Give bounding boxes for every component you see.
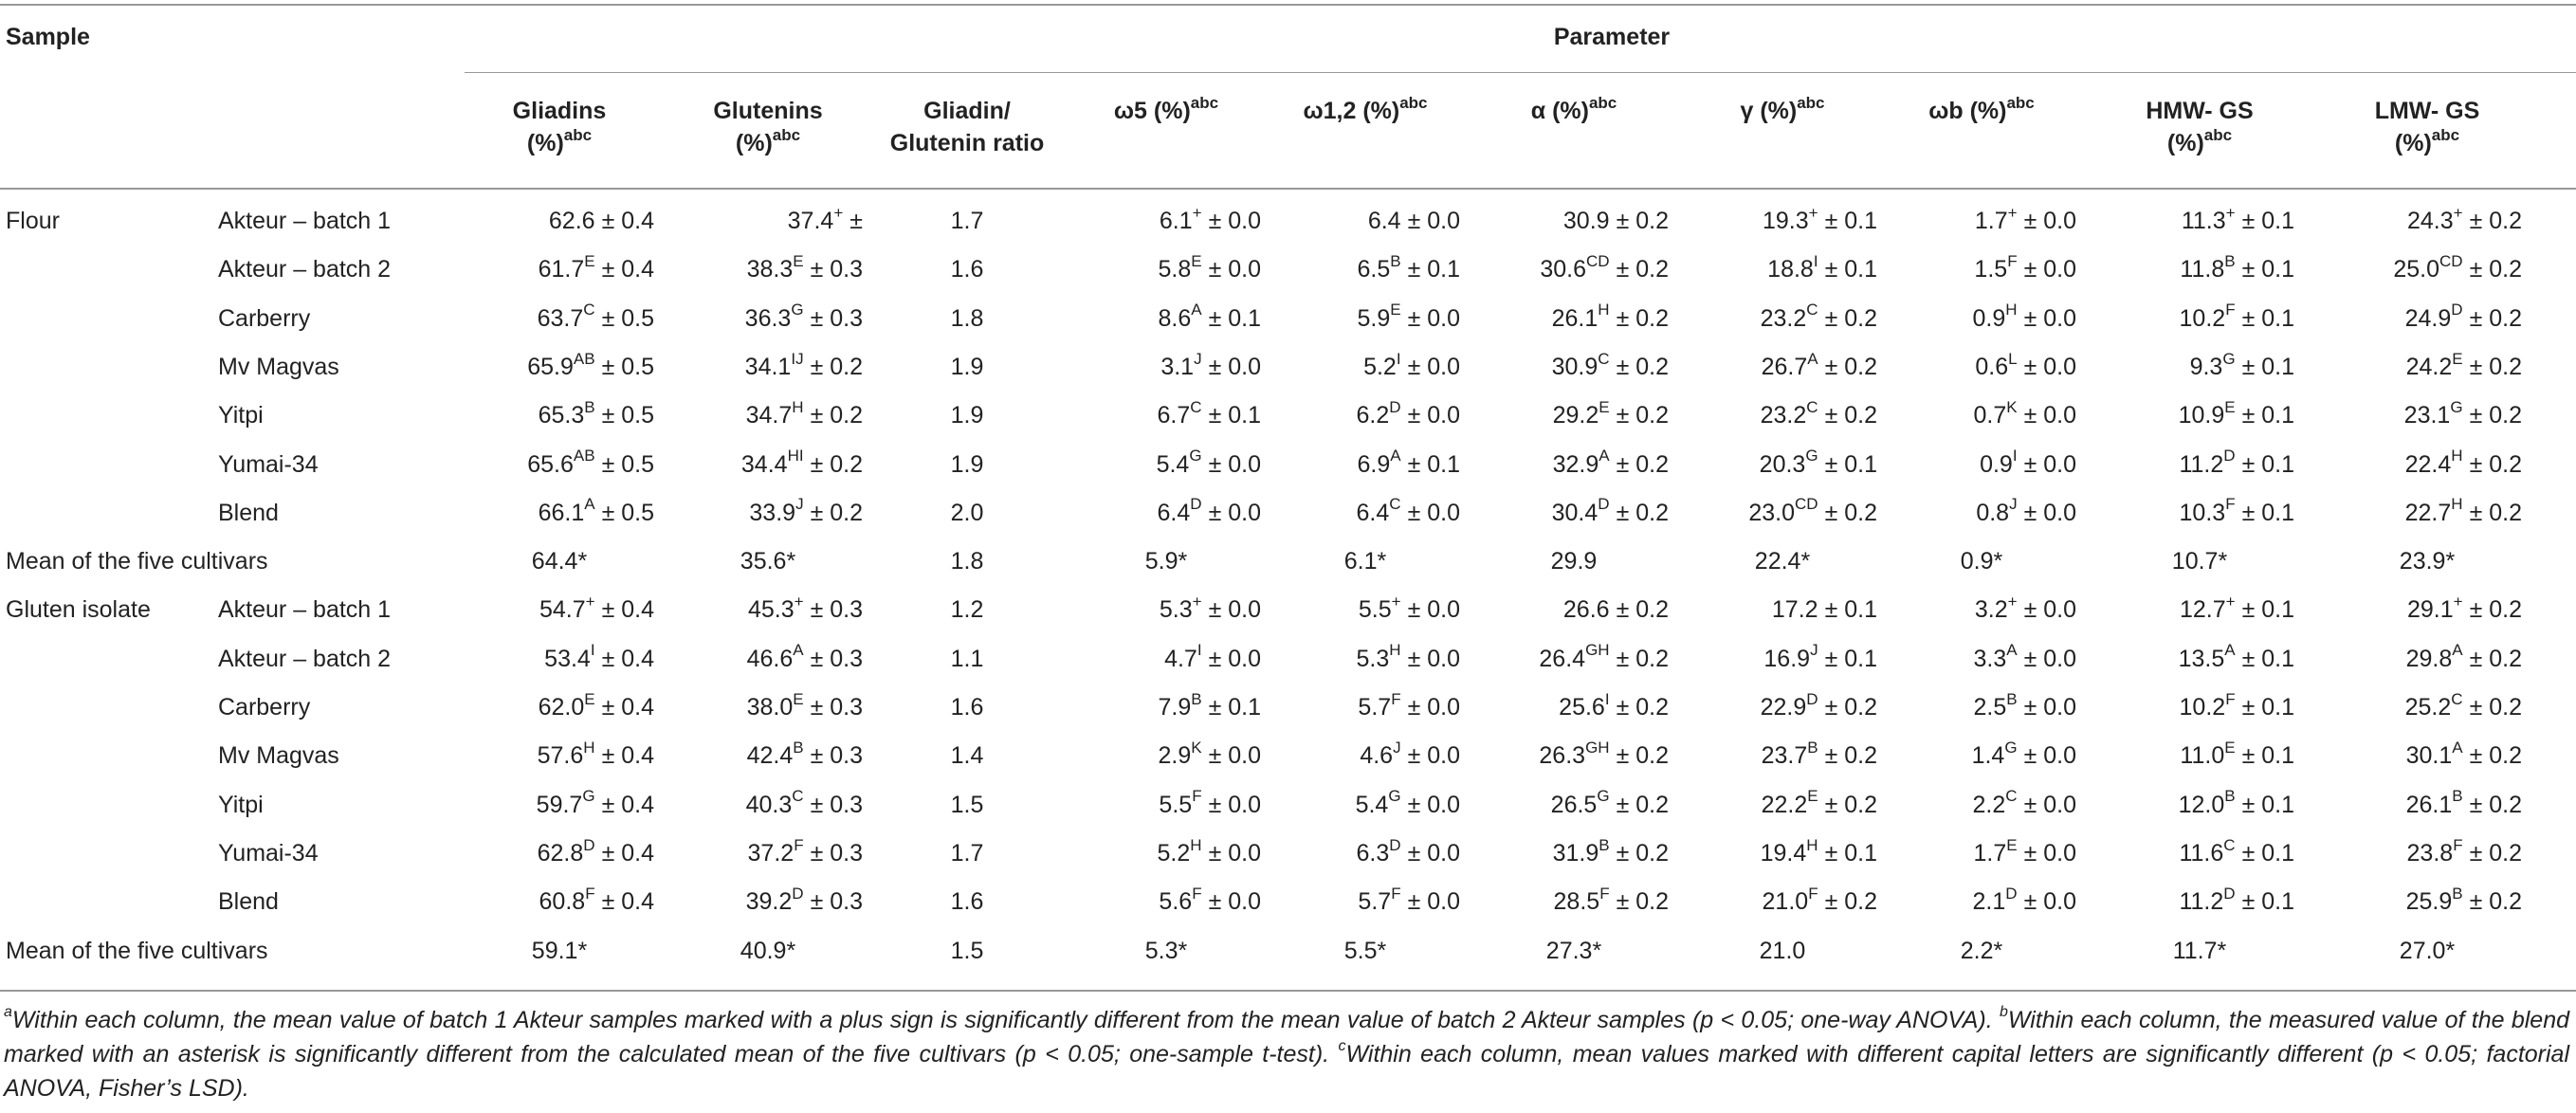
group-label: Flour bbox=[6, 208, 60, 234]
table-cell: $3.3^A \pm 0.0$ bbox=[1973, 641, 2076, 672]
table-cell: 5.5+ ± 0.0 bbox=[1358, 593, 1460, 624]
table-cell: $6.5^B \pm 0.1$ bbox=[1357, 251, 1460, 283]
table-cell: $65.9^{AB} \pm 0.5$ bbox=[527, 349, 654, 380]
table-cell: $11.2^D \pm 0.1$ bbox=[2179, 447, 2294, 478]
table-cell: $62.8^D \pm 0.4$ bbox=[537, 835, 654, 867]
table-cell: 1.8 bbox=[950, 548, 984, 575]
table-cell: $22.9^D \pm 0.2$ bbox=[1760, 689, 1877, 721]
table-cell: $20.3^G \pm 0.1$ bbox=[1759, 447, 1877, 478]
table-cell: 37.4+ ± bbox=[787, 203, 863, 234]
table-cell: 6.1+ ± 0.0 bbox=[1159, 203, 1261, 234]
sample-name: Carberry bbox=[218, 304, 311, 332]
table-cell: $57.6^H \pm 0.4$ bbox=[537, 738, 654, 770]
parameter-rule bbox=[465, 72, 2576, 73]
table-cell: $6.4^C \pm 0.0$ bbox=[1356, 495, 1460, 526]
table-cell: $5.5^F \pm 0.0$ bbox=[1159, 787, 1261, 818]
table-cell: 24.3+ ± 0.2 bbox=[2406, 203, 2522, 234]
table-cell: $40.3^C \pm 0.3$ bbox=[745, 787, 863, 818]
table-cell: 27.0* bbox=[2399, 937, 2456, 964]
table-cell: $3.1^J \pm 0.0$ bbox=[1160, 349, 1261, 380]
table-cell: 1.9 bbox=[950, 402, 984, 429]
table-cell: $65.6^{AB} \pm 0.5$ bbox=[527, 447, 654, 478]
table-cell: $6.2^D \pm 0.0$ bbox=[1356, 397, 1460, 429]
table-cell: $24.9^D \pm 0.2$ bbox=[2404, 301, 2522, 332]
table-cell: $23.1^G \pm 0.2$ bbox=[2403, 397, 2522, 429]
table-cell: $37.2^F \pm 0.3$ bbox=[747, 835, 863, 867]
table-cell: $5.4^G \pm 0.0$ bbox=[1156, 447, 1261, 478]
table-cell: $60.8^F \pm 0.4$ bbox=[539, 884, 654, 916]
table-cell: $6.4^D \pm 0.0$ bbox=[1157, 495, 1261, 526]
table-cell: 5.9* bbox=[1144, 548, 1188, 575]
sample-name: Yitpi bbox=[218, 791, 264, 818]
table-cell: 2.2* bbox=[1960, 937, 2003, 964]
table-cell: $11.2^D \pm 0.1$ bbox=[2179, 884, 2294, 916]
sample-name: Akteur – batch 2 bbox=[218, 256, 392, 283]
table-cell: $30.9^C \pm 0.2$ bbox=[1551, 349, 1669, 380]
table-cell: 1.9 bbox=[950, 353, 984, 380]
table-cell: 1.7+ ± 0.0 bbox=[1974, 203, 2076, 234]
table-cell: $4.7^I \pm 0.0$ bbox=[1164, 641, 1261, 672]
table-cell: 1.4 bbox=[950, 742, 984, 770]
table-bottom-rule bbox=[0, 990, 2576, 992]
table-cell: $38.0^E \pm 0.3$ bbox=[746, 689, 863, 721]
sample-name: Yitpi bbox=[218, 402, 264, 429]
table-cell: $0.7^K \pm 0.0$ bbox=[1973, 397, 2076, 429]
table-cell: $30.4^D \pm 0.2$ bbox=[1551, 495, 1669, 526]
sample-name: Blend bbox=[218, 499, 279, 526]
table-cell: $25.0^{CD} \pm 0.2$ bbox=[2393, 251, 2522, 283]
group-label: Gluten isolate bbox=[6, 596, 151, 624]
table-cell: $5.9^E \pm 0.0$ bbox=[1357, 301, 1460, 332]
table-cell: 2.0 bbox=[950, 499, 984, 526]
table-cell: $9.3^G \pm 0.1$ bbox=[2189, 349, 2294, 380]
table-cell: $24.2^E \pm 0.2$ bbox=[2405, 349, 2522, 380]
table-cell: 29.1+ ± 0.2 bbox=[2406, 593, 2522, 624]
table-cell: $21.0^F \pm 0.2$ bbox=[1762, 884, 1877, 916]
table-cell: $23.2^C \pm 0.2$ bbox=[1760, 397, 1877, 429]
mean-row-label: Mean of the five cultivars bbox=[6, 937, 268, 964]
table-cell: $5.8^E \pm 0.0$ bbox=[1158, 251, 1261, 283]
sample-name: Yumai-34 bbox=[218, 450, 319, 478]
table-cell: $53.4^I \pm 0.4$ bbox=[544, 641, 654, 672]
table-cell: 17.2 ± 0.1 bbox=[1771, 596, 1877, 624]
sample-name: Akteur – batch 1 bbox=[218, 596, 392, 624]
table-cell: $5.7^F \pm 0.0$ bbox=[1358, 689, 1460, 721]
table-cell: $1.4^G \pm 0.0$ bbox=[1971, 738, 2076, 770]
table-cell: $0.6^L \pm 0.0$ bbox=[1975, 349, 2076, 380]
table-cell: 64.4* bbox=[531, 548, 588, 575]
table-cell: $23.8^F \pm 0.2$ bbox=[2406, 835, 2522, 867]
table-cell: $7.9^B \pm 0.1$ bbox=[1158, 689, 1261, 721]
table-cell: $19.4^H \pm 0.1$ bbox=[1760, 835, 1877, 867]
table-cell: $5.2^H \pm 0.0$ bbox=[1157, 835, 1261, 867]
table-cell: $2.5^B \pm 0.0$ bbox=[1973, 689, 2076, 721]
table-cell: 1.7 bbox=[950, 208, 984, 234]
table-cell: $32.9^A \pm 0.2$ bbox=[1552, 447, 1669, 478]
table-cell: $30.6^{CD} \pm 0.2$ bbox=[1540, 251, 1669, 283]
table-cell: $11.6^C \pm 0.1$ bbox=[2179, 835, 2294, 867]
footnote-c: $^c$Within each column, mean values marked with different capital letters are significantly different (p < 0.05; factorial ANOVA, Fisher’s LSD). bbox=[4, 1037, 2569, 1102]
table-cell: $5.7^F \pm 0.0$ bbox=[1358, 884, 1460, 916]
table-cell: 1.8 bbox=[950, 304, 984, 332]
table-cell: 1.5 bbox=[950, 937, 984, 964]
table-cell: 3.2+ ± 0.0 bbox=[1974, 593, 2076, 624]
table-cell: $10.9^E \pm 0.1$ bbox=[2178, 397, 2294, 429]
table-cell: 23.9* bbox=[2399, 548, 2456, 575]
table-cell: $11.8^B \pm 0.1$ bbox=[2180, 251, 2294, 283]
column-header: Gliadin/ Glutenin ratio bbox=[889, 98, 1045, 156]
table-cell: $33.9^J \pm 0.2$ bbox=[749, 495, 863, 526]
table-cell: 54.7+ ± 0.4 bbox=[539, 593, 654, 624]
table-cell: $8.6^A \pm 0.1$ bbox=[1158, 301, 1261, 332]
table-cell: 21.0 bbox=[1759, 937, 1806, 964]
table-cell: $10.2^F \pm 0.1$ bbox=[2179, 301, 2294, 332]
column-header: α (%)$^{abc}$ bbox=[1530, 93, 1617, 124]
table-cell: $42.4^B \pm 0.3$ bbox=[746, 738, 863, 770]
table-cell: $59.7^G \pm 0.4$ bbox=[536, 787, 654, 818]
table-cell: 11.7* bbox=[2172, 937, 2227, 964]
table-cell: $12.0^B \pm 0.1$ bbox=[2178, 787, 2294, 818]
table-cell: 35.6* bbox=[740, 548, 796, 575]
table-cell: 29.9 bbox=[1550, 548, 1598, 575]
sample-header: Sample bbox=[6, 24, 90, 50]
table-cell: 1.2 bbox=[950, 596, 984, 624]
table-cell: $38.3^E \pm 0.3$ bbox=[746, 251, 863, 283]
table-cell: $26.5^G \pm 0.2$ bbox=[1550, 787, 1669, 818]
table-cell: 5.5* bbox=[1343, 937, 1387, 964]
table-cell: 0.9* bbox=[1960, 548, 2003, 575]
table-cell: $5.2^I \pm 0.0$ bbox=[1363, 349, 1460, 380]
table-cell: $4.6^J \pm 0.0$ bbox=[1360, 738, 1460, 770]
sample-name: Carberry bbox=[218, 694, 311, 721]
table-cell: 1.5 bbox=[950, 791, 984, 818]
table-cell: $39.2^D \pm 0.3$ bbox=[745, 884, 863, 916]
footnote-a: $^a$Within each column, the mean value of batch 1 Akteur samples marked with a plus sign is significantly different from the mean value of batch 2 Akteur samples (p < 0.05; one-way ANOVA). bbox=[4, 1003, 2001, 1033]
sample-name: Akteur – batch 1 bbox=[218, 208, 392, 234]
table-cell: $26.7^A \pm 0.2$ bbox=[1761, 349, 1877, 380]
table-cell: 59.1* bbox=[531, 937, 588, 964]
table-cell: 62.6 ± 0.4 bbox=[548, 208, 654, 234]
table-cell: $0.8^J \pm 0.0$ bbox=[1976, 495, 2076, 526]
table-cell: $2.2^C \pm 0.0$ bbox=[1972, 787, 2076, 818]
table-cell: 1.6 bbox=[950, 256, 984, 283]
table-cell: $1.5^F \pm 0.0$ bbox=[1974, 251, 2076, 283]
table-cell: $5.4^G \pm 0.0$ bbox=[1355, 787, 1460, 818]
table-cell: $5.3^H \pm 0.0$ bbox=[1356, 641, 1460, 672]
table-cell: $23.2^C \pm 0.2$ bbox=[1760, 301, 1877, 332]
table-cell: $13.5^A \pm 0.1$ bbox=[2178, 641, 2294, 672]
table-cell: $63.7^C \pm 0.5$ bbox=[537, 301, 654, 332]
sample-name: Blend bbox=[218, 888, 279, 916]
table-cell: $18.8^I \pm 0.1$ bbox=[1767, 251, 1877, 283]
table-cell: 26.6 ± 0.2 bbox=[1562, 596, 1669, 624]
table-cell: $2.1^D \pm 0.0$ bbox=[1972, 884, 2076, 916]
footnotes bbox=[4, 1003, 2569, 1105]
table-cell: $25.6^I \pm 0.2$ bbox=[1559, 689, 1669, 721]
table-cell: 11.3+ ± 0.1 bbox=[2181, 203, 2294, 234]
table-cell: 30.9 ± 0.2 bbox=[1562, 208, 1669, 234]
footnote-b: $^b$Within each column, the measured value of the blend marked with an asterisk is significantly different from the calculated mean of the five cultivars (p < 0.05; one-sample t-test). bbox=[4, 1003, 2570, 1067]
table-cell: $5.6^F \pm 0.0$ bbox=[1159, 884, 1261, 916]
mean-row-label: Mean of the five cultivars bbox=[6, 548, 268, 575]
column-header: Glutenins (%)$^{abc}$ bbox=[713, 98, 823, 156]
table-cell: $1.7^E \pm 0.0$ bbox=[1973, 835, 2076, 867]
table-cell: 45.3+ ± 0.3 bbox=[747, 593, 863, 624]
table-cell: $31.9^B \pm 0.2$ bbox=[1552, 835, 1669, 867]
table-cell: $34.7^H \pm 0.2$ bbox=[745, 397, 863, 429]
table-cell: $66.1^A \pm 0.5$ bbox=[538, 495, 654, 526]
column-header: ω1,2 (%)$^{abc}$ bbox=[1303, 93, 1428, 124]
table-cell: 1.9 bbox=[950, 450, 984, 478]
sample-name: Mv Magvas bbox=[218, 742, 339, 770]
table-cell: 1.6 bbox=[950, 888, 984, 916]
sample-name: Akteur – batch 2 bbox=[218, 645, 392, 672]
table-cell: 6.1* bbox=[1343, 548, 1387, 575]
table-cell: $61.7^E \pm 0.4$ bbox=[538, 251, 654, 283]
table-cell: $62.0^E \pm 0.4$ bbox=[538, 689, 654, 721]
table-cell: $6.7^C \pm 0.1$ bbox=[1157, 397, 1261, 429]
table-cell: 19.3+ ± 0.1 bbox=[1762, 203, 1877, 234]
table-cell: $11.0^E \pm 0.1$ bbox=[2180, 738, 2294, 770]
table-cell: 6.4 ± 0.0 bbox=[1367, 208, 1460, 234]
table-cell: 22.4* bbox=[1754, 548, 1811, 575]
sample-name: Mv Magvas bbox=[218, 353, 339, 380]
table-cell: $22.2^E \pm 0.2$ bbox=[1761, 787, 1877, 818]
table-cell: $29.8^A \pm 0.2$ bbox=[2405, 641, 2522, 672]
table-cell: $23.0^{CD} \pm 0.2$ bbox=[1748, 495, 1877, 526]
table-cell: $46.6^A \pm 0.3$ bbox=[746, 641, 863, 672]
parameter-header: Parameter bbox=[1553, 24, 1671, 50]
table-cell: $6.9^A \pm 0.1$ bbox=[1357, 447, 1460, 478]
table-cell: 27.3* bbox=[1545, 937, 1602, 964]
table-cell: $25.2^C \pm 0.2$ bbox=[2404, 689, 2522, 721]
table-cell: $23.7^B \pm 0.2$ bbox=[1761, 738, 1877, 770]
table-cell: 10.7* bbox=[2171, 548, 2228, 575]
table-cell: $26.3^{GH} \pm 0.2$ bbox=[1539, 738, 1669, 770]
table-cell: $36.3^G \pm 0.3$ bbox=[744, 301, 863, 332]
table-cell: $34.4^{HI} \pm 0.2$ bbox=[740, 447, 863, 478]
table-cell: 5.3+ ± 0.0 bbox=[1159, 593, 1261, 624]
table-cell: $2.9^K \pm 0.0$ bbox=[1158, 738, 1261, 770]
table-cell: $28.5^F \pm 0.2$ bbox=[1553, 884, 1669, 916]
table-cell: $10.3^F \pm 0.1$ bbox=[2179, 495, 2294, 526]
table-cell: $26.1^B \pm 0.2$ bbox=[2405, 787, 2522, 818]
column-header: γ (%)$^{abc}$ bbox=[1740, 93, 1825, 124]
header-bottom-rule bbox=[0, 188, 2576, 190]
column-header: ω5 (%)$^{abc}$ bbox=[1113, 93, 1219, 124]
table-cell: $26.1^H \pm 0.2$ bbox=[1551, 301, 1669, 332]
table-cell: $29.2^E \pm 0.2$ bbox=[1552, 397, 1669, 429]
column-header: LMW- GS (%)$^{abc}$ bbox=[2374, 98, 2480, 156]
table-cell: $26.4^{GH} \pm 0.2$ bbox=[1539, 641, 1669, 672]
table-cell: $25.9^B \pm 0.2$ bbox=[2405, 884, 2522, 916]
table-cell: 1.6 bbox=[950, 694, 984, 721]
table-cell: $65.3^B \pm 0.5$ bbox=[538, 397, 654, 429]
table-cell: 40.9* bbox=[740, 937, 796, 964]
table-cell: $34.1^{IJ} \pm 0.2$ bbox=[744, 349, 863, 380]
top-rule bbox=[0, 4, 2576, 6]
table-cell: $0.9^H \pm 0.0$ bbox=[1972, 301, 2076, 332]
column-header: Gliadins (%)$^{abc}$ bbox=[512, 98, 607, 156]
table-cell: $10.2^F \pm 0.1$ bbox=[2179, 689, 2294, 721]
table-cell: 1.1 bbox=[950, 645, 984, 672]
table-cell: $0.9^I \pm 0.0$ bbox=[1980, 447, 2076, 478]
table-cell: 12.7+ ± 0.1 bbox=[2179, 593, 2294, 624]
table-cell: 1.7 bbox=[950, 839, 984, 867]
table-cell: $30.1^A \pm 0.2$ bbox=[2405, 738, 2522, 770]
table-cell: $16.9^J \pm 0.1$ bbox=[1763, 641, 1877, 672]
column-header: HMW- GS (%)$^{abc}$ bbox=[2146, 98, 2254, 156]
sample-name: Yumai-34 bbox=[218, 839, 319, 867]
table-cell: $22.4^H \pm 0.2$ bbox=[2404, 447, 2522, 478]
table-cell: 5.3* bbox=[1144, 937, 1188, 964]
table-cell: $22.7^H \pm 0.2$ bbox=[2404, 495, 2522, 526]
column-header: ωb (%)$^{abc}$ bbox=[1928, 93, 2035, 124]
table-cell: $6.3^D \pm 0.0$ bbox=[1356, 835, 1460, 867]
